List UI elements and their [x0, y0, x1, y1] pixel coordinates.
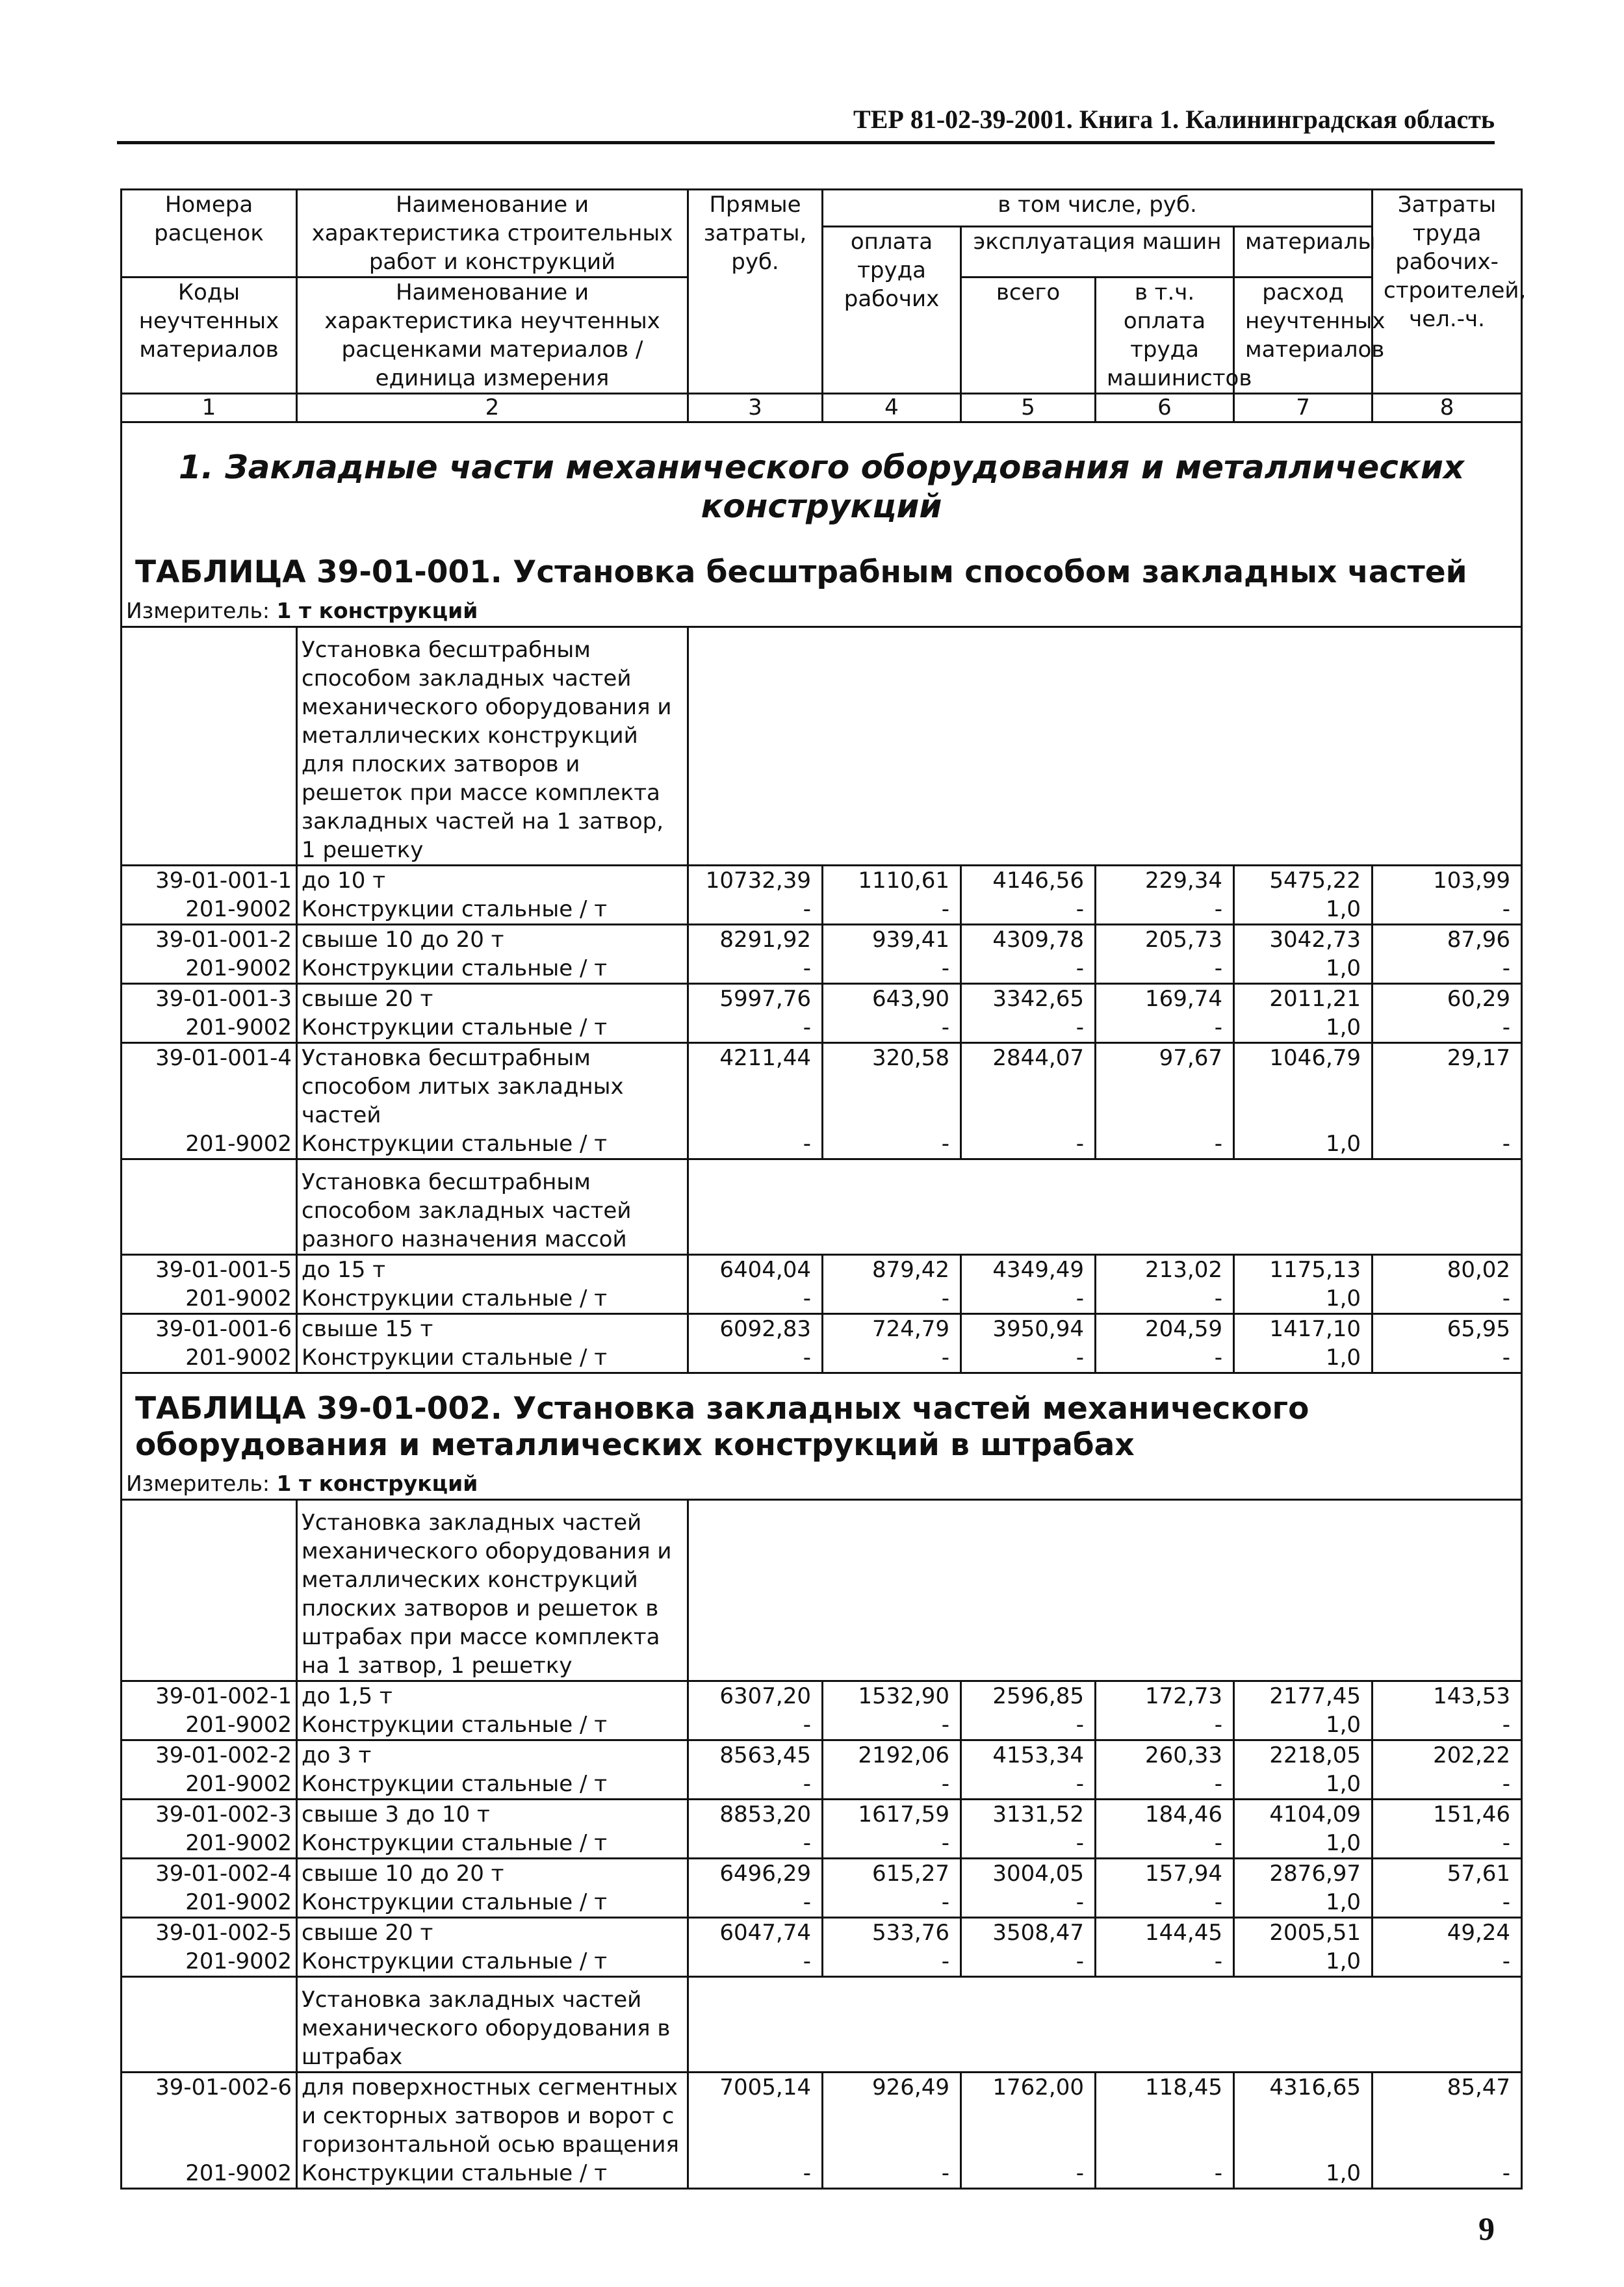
- rate-code: 39-01-001-5: [122, 1255, 297, 1285]
- rate-value: 2177,45: [1234, 1681, 1373, 1711]
- material-row: [122, 1888, 1522, 1918]
- rate-value: 533,76: [823, 1918, 961, 1948]
- material-value: 1,0: [1234, 1711, 1373, 1740]
- material-value: -: [688, 1947, 823, 1977]
- material-row: [122, 2159, 1522, 2189]
- header-work-name: Наименование и характеристика строительных работ и конструкций: [297, 190, 688, 278]
- material-value: 1,0: [1234, 895, 1373, 925]
- rate-name: свыше 20 т: [297, 1918, 688, 1948]
- material-value: -: [961, 1711, 1096, 1740]
- rate-value: 3342,65: [961, 984, 1096, 1014]
- rate-value: 2844,07: [961, 1043, 1096, 1130]
- material-name: Конструкции стальные / т: [297, 895, 688, 925]
- rate-value: 320,58: [823, 1043, 961, 1130]
- material-value: -: [1373, 1829, 1522, 1859]
- header-labor-costs: Затраты труда рабочих-строителей, чел.-ч.: [1373, 190, 1522, 394]
- material-value: -: [1096, 1947, 1234, 1977]
- rate-value: 939,41: [823, 925, 961, 955]
- rate-value: 4104,09: [1234, 1800, 1373, 1829]
- rate-value: 3508,47: [961, 1918, 1096, 1948]
- rate-value: 1046,79: [1234, 1043, 1373, 1130]
- material-code: 201-9002: [122, 1343, 297, 1373]
- rate-value: 29,17: [1373, 1043, 1522, 1130]
- material-value: -: [1373, 1770, 1522, 1800]
- rate-value: 2011,21: [1234, 984, 1373, 1014]
- material-value: -: [688, 895, 823, 925]
- rate-value: 204,59: [1096, 1314, 1234, 1344]
- rate-value: 4211,44: [688, 1043, 823, 1130]
- material-code: 201-9002: [122, 1947, 297, 1977]
- material-row: [122, 954, 1522, 984]
- rate-value: 8853,20: [688, 1800, 823, 1829]
- material-value: -: [961, 895, 1096, 925]
- header-materials: материалы: [1234, 227, 1373, 278]
- material-code: 201-9002: [122, 1770, 297, 1800]
- material-value: -: [688, 1284, 823, 1314]
- material-name: Конструкции стальные / т: [297, 1343, 688, 1373]
- material-value: 1,0: [1234, 1284, 1373, 1314]
- rate-row: [122, 1255, 1522, 1285]
- rate-row: [122, 984, 1522, 1014]
- group-description: Установка бесштрабным способом закладных частей разного назначения массой: [297, 1159, 688, 1255]
- header-material-consumption: расход неучтенных материалов: [1234, 278, 1373, 394]
- material-value: -: [961, 1013, 1096, 1043]
- material-value: -: [823, 2159, 961, 2189]
- material-value: -: [688, 954, 823, 984]
- meter-value: 1 т конструкций: [276, 598, 478, 623]
- material-value: -: [823, 954, 961, 984]
- rate-name: свыше 15 т: [297, 1314, 688, 1344]
- rate-value: 85,47: [1373, 2073, 1522, 2160]
- description-spacer: [688, 1500, 1522, 1681]
- rate-value: 172,73: [1096, 1681, 1234, 1711]
- rate-value: 879,42: [823, 1255, 961, 1285]
- rate-value: 6496,29: [688, 1859, 823, 1889]
- material-value: 1,0: [1234, 1130, 1373, 1159]
- rate-value: 2596,85: [961, 1681, 1096, 1711]
- rate-value: 5997,76: [688, 984, 823, 1014]
- rate-row: [122, 1681, 1522, 1711]
- material-value: 1,0: [1234, 1013, 1373, 1043]
- material-value: -: [1096, 1711, 1234, 1740]
- group-description: Установка бесштрабным способом закладных частей механического оборудования и металлических конструкций для плоских затворов и решеток при массе комплекта закладных частей на 1 затвор, 1 решетку: [297, 627, 688, 866]
- material-value: -: [1096, 895, 1234, 925]
- meter-label: Измеритель:: [126, 1471, 270, 1496]
- column-number: 3: [688, 394, 823, 422]
- rate-code: 39-01-001-3: [122, 984, 297, 1014]
- material-row: [122, 1947, 1522, 1977]
- rate-code: 39-01-002-5: [122, 1918, 297, 1948]
- material-code: 201-9002: [122, 1711, 297, 1740]
- rate-row: [122, 1314, 1522, 1344]
- rate-value: 643,90: [823, 984, 961, 1014]
- rate-value: 2005,51: [1234, 1918, 1373, 1948]
- rate-row: [122, 925, 1522, 955]
- material-value: -: [823, 1013, 961, 1043]
- rate-value: 60,29: [1373, 984, 1522, 1014]
- header-machinist-pay: в т.ч. оплата труда машинистов: [1096, 278, 1234, 394]
- material-name: Конструкции стальные / т: [297, 1947, 688, 1977]
- header-worker-pay: оплата труда рабочих: [823, 227, 961, 394]
- description-spacer: [122, 627, 297, 866]
- material-value: -: [1373, 1711, 1522, 1740]
- material-code: 201-9002: [122, 954, 297, 984]
- column-number: 5: [961, 394, 1096, 422]
- material-value: 1,0: [1234, 1947, 1373, 1977]
- rate-value: 6404,04: [688, 1255, 823, 1285]
- material-row: [122, 895, 1522, 925]
- material-row: [122, 1711, 1522, 1740]
- header-including: в том числе, руб.: [823, 190, 1373, 227]
- material-value: -: [688, 2159, 823, 2189]
- material-code: 201-9002: [122, 1829, 297, 1859]
- material-value: -: [1096, 1284, 1234, 1314]
- rate-row: [122, 1043, 1522, 1130]
- rate-value: 8563,45: [688, 1740, 823, 1770]
- material-value: -: [1373, 1284, 1522, 1314]
- material-value: -: [688, 1829, 823, 1859]
- rate-name: до 15 т: [297, 1255, 688, 1285]
- material-value: -: [688, 1013, 823, 1043]
- rate-row: [122, 1859, 1522, 1889]
- rate-value: 143,53: [1373, 1681, 1522, 1711]
- rate-name: свыше 3 до 10 т: [297, 1800, 688, 1829]
- column-number: 1: [122, 394, 297, 422]
- rate-value: 724,79: [823, 1314, 961, 1344]
- material-value: -: [1096, 954, 1234, 984]
- description-spacer: [122, 1159, 297, 1255]
- rate-value: 205,73: [1096, 925, 1234, 955]
- material-row: [122, 1343, 1522, 1373]
- material-name: Конструкции стальные / т: [297, 1130, 688, 1159]
- material-value: -: [1373, 1343, 1522, 1373]
- column-number: 4: [823, 394, 961, 422]
- rate-value: 2876,97: [1234, 1859, 1373, 1889]
- rate-value: 202,22: [1373, 1740, 1522, 1770]
- rate-code: 39-01-002-3: [122, 1800, 297, 1829]
- material-code: 201-9002: [122, 1888, 297, 1918]
- rate-value: 118,45: [1096, 2073, 1234, 2160]
- description-spacer: [122, 1500, 297, 1681]
- material-row: [122, 1284, 1522, 1314]
- material-value: 1,0: [1234, 954, 1373, 984]
- material-value: -: [823, 1770, 961, 1800]
- material-value: -: [688, 1343, 823, 1373]
- material-value: -: [1096, 1013, 1234, 1043]
- header-machines-total: всего: [961, 278, 1096, 394]
- rate-name: для поверхностных сегментных и секторных затворов и ворот с горизонтальной осью вращения: [297, 2073, 688, 2160]
- rate-value: 4146,56: [961, 866, 1096, 896]
- material-value: -: [1373, 1013, 1522, 1043]
- section-title: 1. Закладные части механического оборудования и металлических конструкций: [122, 422, 1522, 538]
- material-value: -: [961, 1947, 1096, 1977]
- material-value: -: [823, 1829, 961, 1859]
- material-name: Конструкции стальные / т: [297, 1013, 688, 1043]
- material-value: -: [823, 1284, 961, 1314]
- rate-value: 1110,61: [823, 866, 961, 896]
- material-value: -: [1096, 1130, 1234, 1159]
- material-row: [122, 1770, 1522, 1800]
- material-value: -: [961, 2159, 1096, 2189]
- material-row: [122, 1013, 1522, 1043]
- material-value: -: [823, 1130, 961, 1159]
- material-value: -: [1096, 1343, 1234, 1373]
- material-value: -: [1373, 895, 1522, 925]
- rate-value: 4349,49: [961, 1255, 1096, 1285]
- material-value: -: [1373, 954, 1522, 984]
- rate-value: 169,74: [1096, 984, 1234, 1014]
- material-value: -: [961, 1284, 1096, 1314]
- page-number: 9: [1478, 2210, 1495, 2247]
- material-name: Конструкции стальные / т: [297, 1770, 688, 1800]
- column-number: 6: [1096, 394, 1234, 422]
- rate-value: 1532,90: [823, 1681, 961, 1711]
- rate-value: 65,95: [1373, 1314, 1522, 1344]
- material-value: -: [1373, 2159, 1522, 2189]
- material-value: 1,0: [1234, 2159, 1373, 2189]
- rate-code: 39-01-001-4: [122, 1043, 297, 1130]
- material-code: 201-9002: [122, 2159, 297, 2189]
- material-code: 201-9002: [122, 1284, 297, 1314]
- rate-value: 10732,39: [688, 866, 823, 896]
- rate-value: 1617,59: [823, 1800, 961, 1829]
- header-material-codes: Коды неучтенных материалов: [122, 278, 297, 394]
- rate-code: 39-01-001-1: [122, 866, 297, 896]
- material-value: -: [961, 1770, 1096, 1800]
- rate-value: 6092,83: [688, 1314, 823, 1344]
- material-name: Конструкции стальные / т: [297, 2159, 688, 2189]
- rate-name: Установка бесштрабным способом литых закладных частей: [297, 1043, 688, 1130]
- material-value: 1,0: [1234, 1343, 1373, 1373]
- rate-value: 2192,06: [823, 1740, 961, 1770]
- material-name: Конструкции стальные / т: [297, 1888, 688, 1918]
- description-spacer: [122, 1977, 297, 2073]
- material-value: -: [1373, 1888, 1522, 1918]
- rate-value: 144,45: [1096, 1918, 1234, 1948]
- material-value: -: [823, 1947, 961, 1977]
- rate-code: 39-01-002-4: [122, 1859, 297, 1889]
- material-value: 1,0: [1234, 1829, 1373, 1859]
- meter-row: [122, 596, 1522, 627]
- rate-value: 1762,00: [961, 2073, 1096, 2160]
- rate-name: свыше 20 т: [297, 984, 688, 1014]
- rate-value: 2218,05: [1234, 1740, 1373, 1770]
- material-value: -: [823, 1888, 961, 1918]
- rate-row: [122, 1800, 1522, 1829]
- material-value: -: [961, 1829, 1096, 1859]
- rate-name: свыше 10 до 20 т: [297, 925, 688, 955]
- material-value: -: [688, 1130, 823, 1159]
- material-value: -: [823, 895, 961, 925]
- material-value: -: [1373, 1130, 1522, 1159]
- material-value: -: [1096, 1829, 1234, 1859]
- header-direct-costs: Прямые затраты, руб.: [688, 190, 823, 394]
- rate-value: 57,61: [1373, 1859, 1522, 1889]
- rate-name: до 3 т: [297, 1740, 688, 1770]
- rate-value: 3131,52: [961, 1800, 1096, 1829]
- rate-value: 1175,13: [1234, 1255, 1373, 1285]
- description-spacer: [688, 1159, 1522, 1255]
- rate-code: 39-01-002-1: [122, 1681, 297, 1711]
- material-value: -: [961, 1343, 1096, 1373]
- material-value: -: [688, 1770, 823, 1800]
- material-value: 1,0: [1234, 1888, 1373, 1918]
- material-row: [122, 1829, 1522, 1859]
- rate-value: 87,96: [1373, 925, 1522, 955]
- rate-code: 39-01-001-2: [122, 925, 297, 955]
- rate-code: 39-01-002-6: [122, 2073, 297, 2160]
- rate-value: 7005,14: [688, 2073, 823, 2160]
- rate-value: 157,94: [1096, 1859, 1234, 1889]
- material-value: -: [1373, 1947, 1522, 1977]
- header-material-names: Наименование и характеристика неучтенных расценками материалов / единица измерения: [297, 278, 688, 394]
- rate-value: 151,46: [1373, 1800, 1522, 1829]
- rate-value: 229,34: [1096, 866, 1234, 896]
- rate-value: 49,24: [1373, 1918, 1522, 1948]
- material-value: -: [688, 1888, 823, 1918]
- column-number: 7: [1234, 394, 1373, 422]
- rate-name: свыше 10 до 20 т: [297, 1859, 688, 1889]
- material-name: Конструкции стальные / т: [297, 954, 688, 984]
- column-number: 2: [297, 394, 688, 422]
- material-value: -: [1096, 2159, 1234, 2189]
- description-spacer: [688, 1977, 1522, 2073]
- meter-value: 1 т конструкций: [276, 1471, 478, 1496]
- meter-row: [122, 1469, 1522, 1500]
- rate-value: 3042,73: [1234, 925, 1373, 955]
- group-description: Установка закладных частей механического оборудования и металлических конструкций плоских затворов и решеток в штрабах при массе комплекта на 1 затвор, 1 решетку: [297, 1500, 688, 1681]
- rate-name: до 1,5 т: [297, 1681, 688, 1711]
- running-header: ТЕР 81-02-39-2001. Книга 1. Калининградская область: [117, 104, 1495, 144]
- material-value: 1,0: [1234, 1770, 1373, 1800]
- material-value: -: [1096, 1888, 1234, 1918]
- rate-value: 926,49: [823, 2073, 961, 2160]
- meter-label: Измеритель:: [126, 598, 270, 623]
- material-value: -: [1096, 1770, 1234, 1800]
- rate-row: [122, 2073, 1522, 2160]
- rate-code: 39-01-002-2: [122, 1740, 297, 1770]
- rate-row: [122, 1918, 1522, 1948]
- material-value: -: [961, 1130, 1096, 1159]
- rate-name: до 10 т: [297, 866, 688, 896]
- header-rate-numbers: Номера расценок: [122, 190, 297, 278]
- rate-value: 4153,34: [961, 1740, 1096, 1770]
- rate-row: [122, 1740, 1522, 1770]
- rate-value: 615,27: [823, 1859, 961, 1889]
- table-title: ТАБЛИЦА 39-01-001. Установка бесштрабным способом закладных частей: [122, 537, 1522, 596]
- material-row: [122, 1130, 1522, 1159]
- rate-value: 5475,22: [1234, 866, 1373, 896]
- rate-value: 4316,65: [1234, 2073, 1373, 2160]
- material-code: 201-9002: [122, 1013, 297, 1043]
- header-machine-operation: эксплуатация машин: [961, 227, 1234, 278]
- material-code: 201-9002: [122, 895, 297, 925]
- material-name: Конструкции стальные / т: [297, 1284, 688, 1314]
- rate-code: 39-01-001-6: [122, 1314, 297, 1344]
- rates-table: [120, 188, 1527, 2190]
- column-number: 8: [1373, 394, 1522, 422]
- rate-row: [122, 866, 1522, 896]
- material-code: 201-9002: [122, 1130, 297, 1159]
- rate-value: 103,99: [1373, 866, 1522, 896]
- material-value: -: [961, 1888, 1096, 1918]
- material-value: -: [688, 1711, 823, 1740]
- rate-value: 6307,20: [688, 1681, 823, 1711]
- material-value: -: [961, 954, 1096, 984]
- rate-value: 4309,78: [961, 925, 1096, 955]
- material-name: Конструкции стальные / т: [297, 1711, 688, 1740]
- rate-value: 213,02: [1096, 1255, 1234, 1285]
- group-description: Установка закладных частей механического оборудования в штрабах: [297, 1977, 688, 2073]
- rate-value: 80,02: [1373, 1255, 1522, 1285]
- description-spacer: [688, 627, 1522, 866]
- rate-value: 3950,94: [961, 1314, 1096, 1344]
- rate-value: 260,33: [1096, 1740, 1234, 1770]
- rate-value: 1417,10: [1234, 1314, 1373, 1344]
- rate-value: 97,67: [1096, 1043, 1234, 1130]
- material-value: -: [823, 1343, 961, 1373]
- material-name: Конструкции стальные / т: [297, 1829, 688, 1859]
- rate-value: 6047,74: [688, 1918, 823, 1948]
- table-title: ТАБЛИЦА 39-01-002. Установка закладных частей механического оборудования и металлических конструкций в штрабах: [122, 1373, 1522, 1469]
- rate-value: 8291,92: [688, 925, 823, 955]
- rate-value: 3004,05: [961, 1859, 1096, 1889]
- material-value: -: [823, 1711, 961, 1740]
- rate-value: 184,46: [1096, 1800, 1234, 1829]
